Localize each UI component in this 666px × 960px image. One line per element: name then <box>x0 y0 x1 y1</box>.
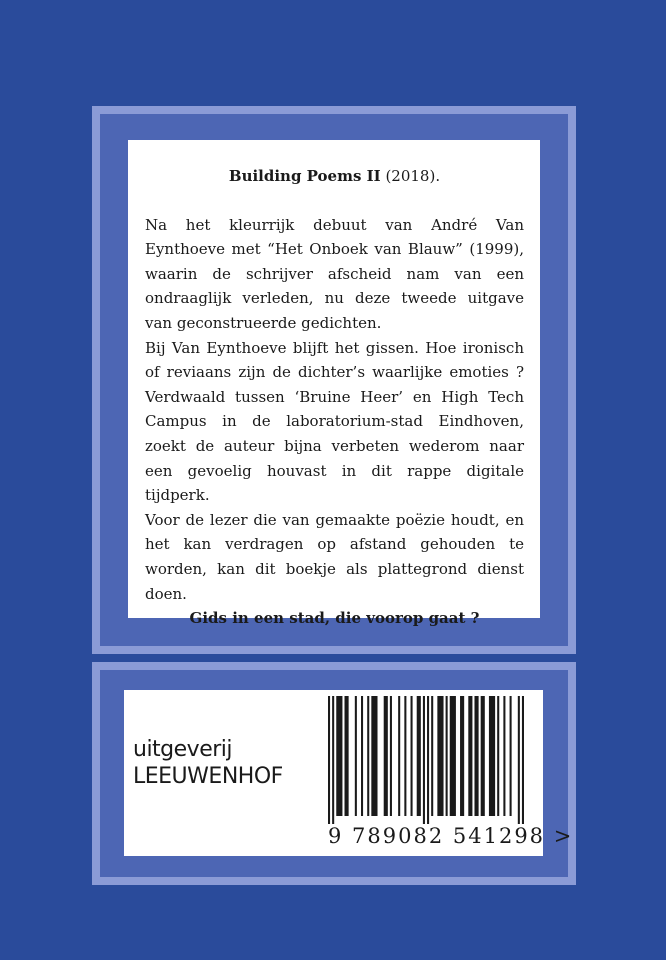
blurb-paragraph-3: Voor de lezer die van gemaakte poëzie houdt, en het kan verdragen op afstand gehouden te worden, kan dit boekje als plattegrond dienst doen. <box>145 510 524 603</box>
barcode-bar <box>398 696 400 816</box>
isbn-digits: 9 789082 541298 > <box>328 824 574 848</box>
barcode-bar <box>522 696 524 824</box>
barcode-bar <box>474 696 478 816</box>
blurb-paragraph-2: Bij Van Eynthoeve blijft het gissen. Hoe ironisch of reviaans zijn de dichter’s waarlijke emoties ? Verdwaald tussen ‘Bruine Heer’ en High Tech Campus in de laboratorium-stad Eindhoven, zoekt de auteur bijna verbeten wederom naar een gevoelig houvast in dit rappe digitale tijdperk. <box>145 338 524 505</box>
publisher-name-line-2: LEEUWENHOF <box>133 764 283 789</box>
barcode-bar <box>503 696 505 816</box>
barcode-bar <box>481 696 485 816</box>
blurb-closing-line: Gids in een stad, die voorop gaat ? <box>189 609 480 628</box>
barcode-bar <box>355 696 357 816</box>
barcode-bar <box>390 696 392 816</box>
barcode-bar <box>518 696 520 824</box>
barcode-bar <box>371 696 377 816</box>
barcode-bar <box>450 696 456 816</box>
barcode-bar <box>384 696 388 816</box>
barcode-bar <box>367 696 369 816</box>
blurb-panel <box>128 140 540 628</box>
publisher-name-line-1: uitgeverij <box>133 737 233 762</box>
barcode-bar <box>510 696 512 816</box>
barcode-bar <box>332 696 334 824</box>
barcode-image <box>328 696 524 824</box>
blurb-paragraph-1: Na het kleurrijk debuut van André Van Eynthoeve met “Het Onboek van Blauw” (1999), waarin de schrijver afscheid nam van een ondraaglijk verleden, nu deze tweede uitgave van geconstrueerde gedichten. <box>145 215 524 332</box>
barcode-bar <box>404 696 406 816</box>
barcode-bar <box>431 696 433 816</box>
barcode-bar <box>437 696 443 816</box>
barcode-bar <box>411 696 413 816</box>
blurb-title <box>145 164 524 189</box>
barcode-bar <box>361 696 363 816</box>
barcode-bar <box>328 696 330 824</box>
barcode-bar <box>427 696 429 824</box>
barcode-bar <box>468 696 472 816</box>
barcode-bar <box>446 696 448 816</box>
blurb-title-year: (2018). <box>380 167 441 185</box>
blurb-title-name: Building Poems II <box>228 167 381 185</box>
barcode-bar <box>336 696 342 816</box>
barcode-bar <box>489 696 495 816</box>
publisher-panel <box>124 690 574 856</box>
barcode-bar <box>460 696 464 816</box>
barcode-bar <box>417 696 421 816</box>
barcode-bar <box>497 696 499 816</box>
barcode-bar <box>423 696 425 824</box>
barcode-bar <box>345 696 349 816</box>
